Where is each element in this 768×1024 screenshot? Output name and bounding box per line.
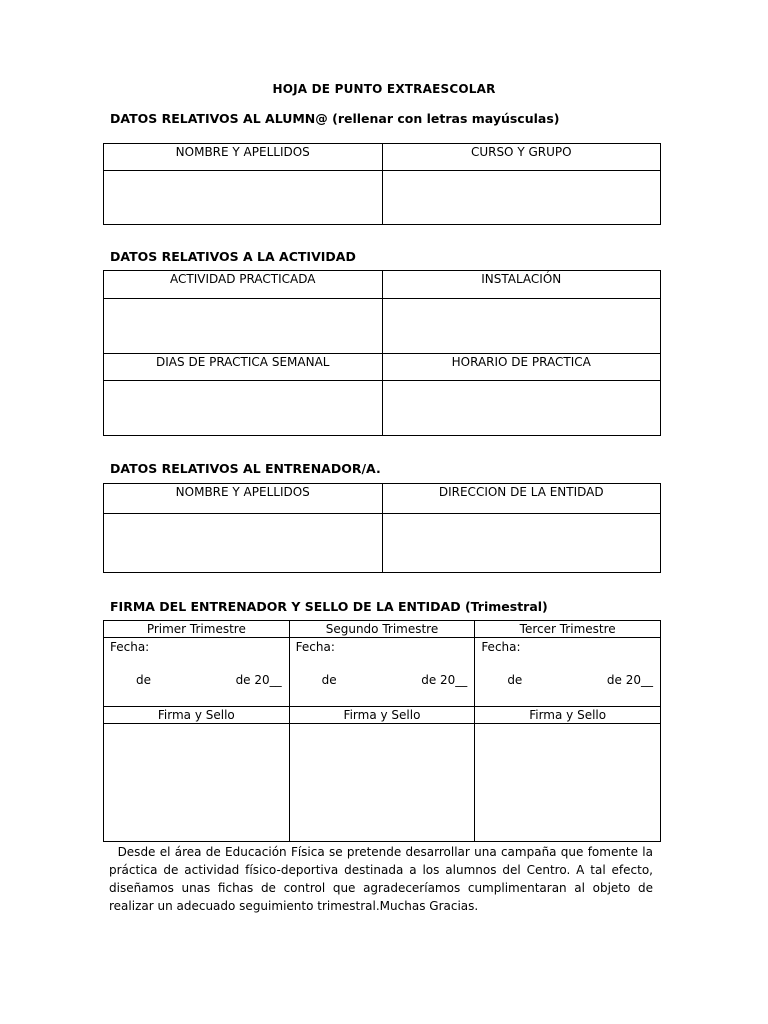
fecha-label: Fecha: — [295, 640, 335, 654]
heading-firma-sello: FIRMA DEL ENTRENADOR Y SELLO DE LA ENTIDAD (Trimestral) — [110, 599, 548, 614]
de-label: de — [321, 673, 337, 687]
fecha-segundo-trimestre[interactable] — [289, 638, 475, 707]
field-firma-tercer-trimestre[interactable] — [475, 724, 661, 842]
fecha-label: Fecha: — [110, 640, 150, 654]
header-nombre-entrenador: NOMBRE Y APELLIDOS — [104, 484, 383, 514]
field-nombre-entrenador[interactable] — [104, 514, 383, 573]
closing-paragraph-text: Desde el área de Educación Física se pretende desarrollar una campaña que fomente la práctica de actividad físico-deportiva destinada a los alumnos del Centro. A tal efecto, diseñamos unas fichas de control que agradeceríamos cumplimentaran al objeto de realizar un adecuado seguimiento trimestral.Muchas Gracias. — [109, 845, 653, 913]
header-actividad-practicada: ACTIVIDAD PRACTICADA — [104, 271, 383, 299]
header-primer-trimestre: Primer Trimestre — [104, 621, 290, 638]
closing-paragraph — [109, 843, 653, 915]
de-label: de — [507, 673, 523, 687]
header-dias-practica: DIAS DE PRACTICA SEMANAL — [104, 354, 383, 381]
field-direccion-entidad[interactable] — [382, 514, 661, 573]
header-curso-grupo: CURSO Y GRUPO — [382, 144, 661, 171]
field-dias-practica[interactable] — [104, 381, 383, 436]
fecha-primer-trimestre[interactable] — [104, 638, 290, 707]
header-firma-sello-2: Firma y Sello — [289, 707, 475, 724]
de-year-label: de 20__ — [235, 673, 282, 687]
de-label: de — [136, 673, 151, 687]
field-firma-segundo-trimestre[interactable] — [289, 724, 475, 842]
header-segundo-trimestre: Segundo Trimestre — [289, 621, 475, 638]
fecha-label: Fecha: — [481, 640, 521, 654]
heading-datos-entrenador: DATOS RELATIVOS AL ENTRENADOR/A. — [110, 461, 381, 476]
table-entrenador — [103, 483, 661, 573]
document-title: HOJA DE PUNTO EXTRAESCOLAR — [272, 82, 496, 96]
field-instalacion[interactable] — [382, 299, 661, 354]
fecha-tercer-trimestre[interactable] — [475, 638, 661, 707]
field-horario-practica[interactable] — [382, 381, 661, 436]
header-direccion-entidad: DIRECCION DE LA ENTIDAD — [382, 484, 661, 514]
heading-datos-actividad: DATOS RELATIVOS A LA ACTIVIDAD — [110, 249, 356, 264]
header-firma-sello-3: Firma y Sello — [475, 707, 661, 724]
heading-datos-alumno: DATOS RELATIVOS AL ALUMN@ (rellenar con letras mayúsculas) — [110, 111, 560, 126]
field-curso-grupo[interactable] — [382, 171, 661, 225]
field-nombre-apellidos[interactable] — [104, 171, 383, 225]
table-firma — [103, 620, 661, 842]
de-year-label: de 20__ — [606, 673, 653, 687]
field-firma-primer-trimestre[interactable] — [104, 724, 290, 842]
header-firma-sello-1: Firma y Sello — [104, 707, 290, 724]
header-nombre-apellidos: NOMBRE Y APELLIDOS — [104, 144, 383, 171]
header-horario-practica: HORARIO DE PRACTICA — [382, 354, 661, 381]
header-tercer-trimestre: Tercer Trimestre — [475, 621, 661, 638]
table-actividad — [103, 270, 661, 436]
table-alumno — [103, 143, 661, 225]
de-year-label: de 20__ — [421, 673, 468, 687]
field-actividad-practicada[interactable] — [104, 299, 383, 354]
header-instalacion: INSTALACIÓN — [382, 271, 661, 299]
